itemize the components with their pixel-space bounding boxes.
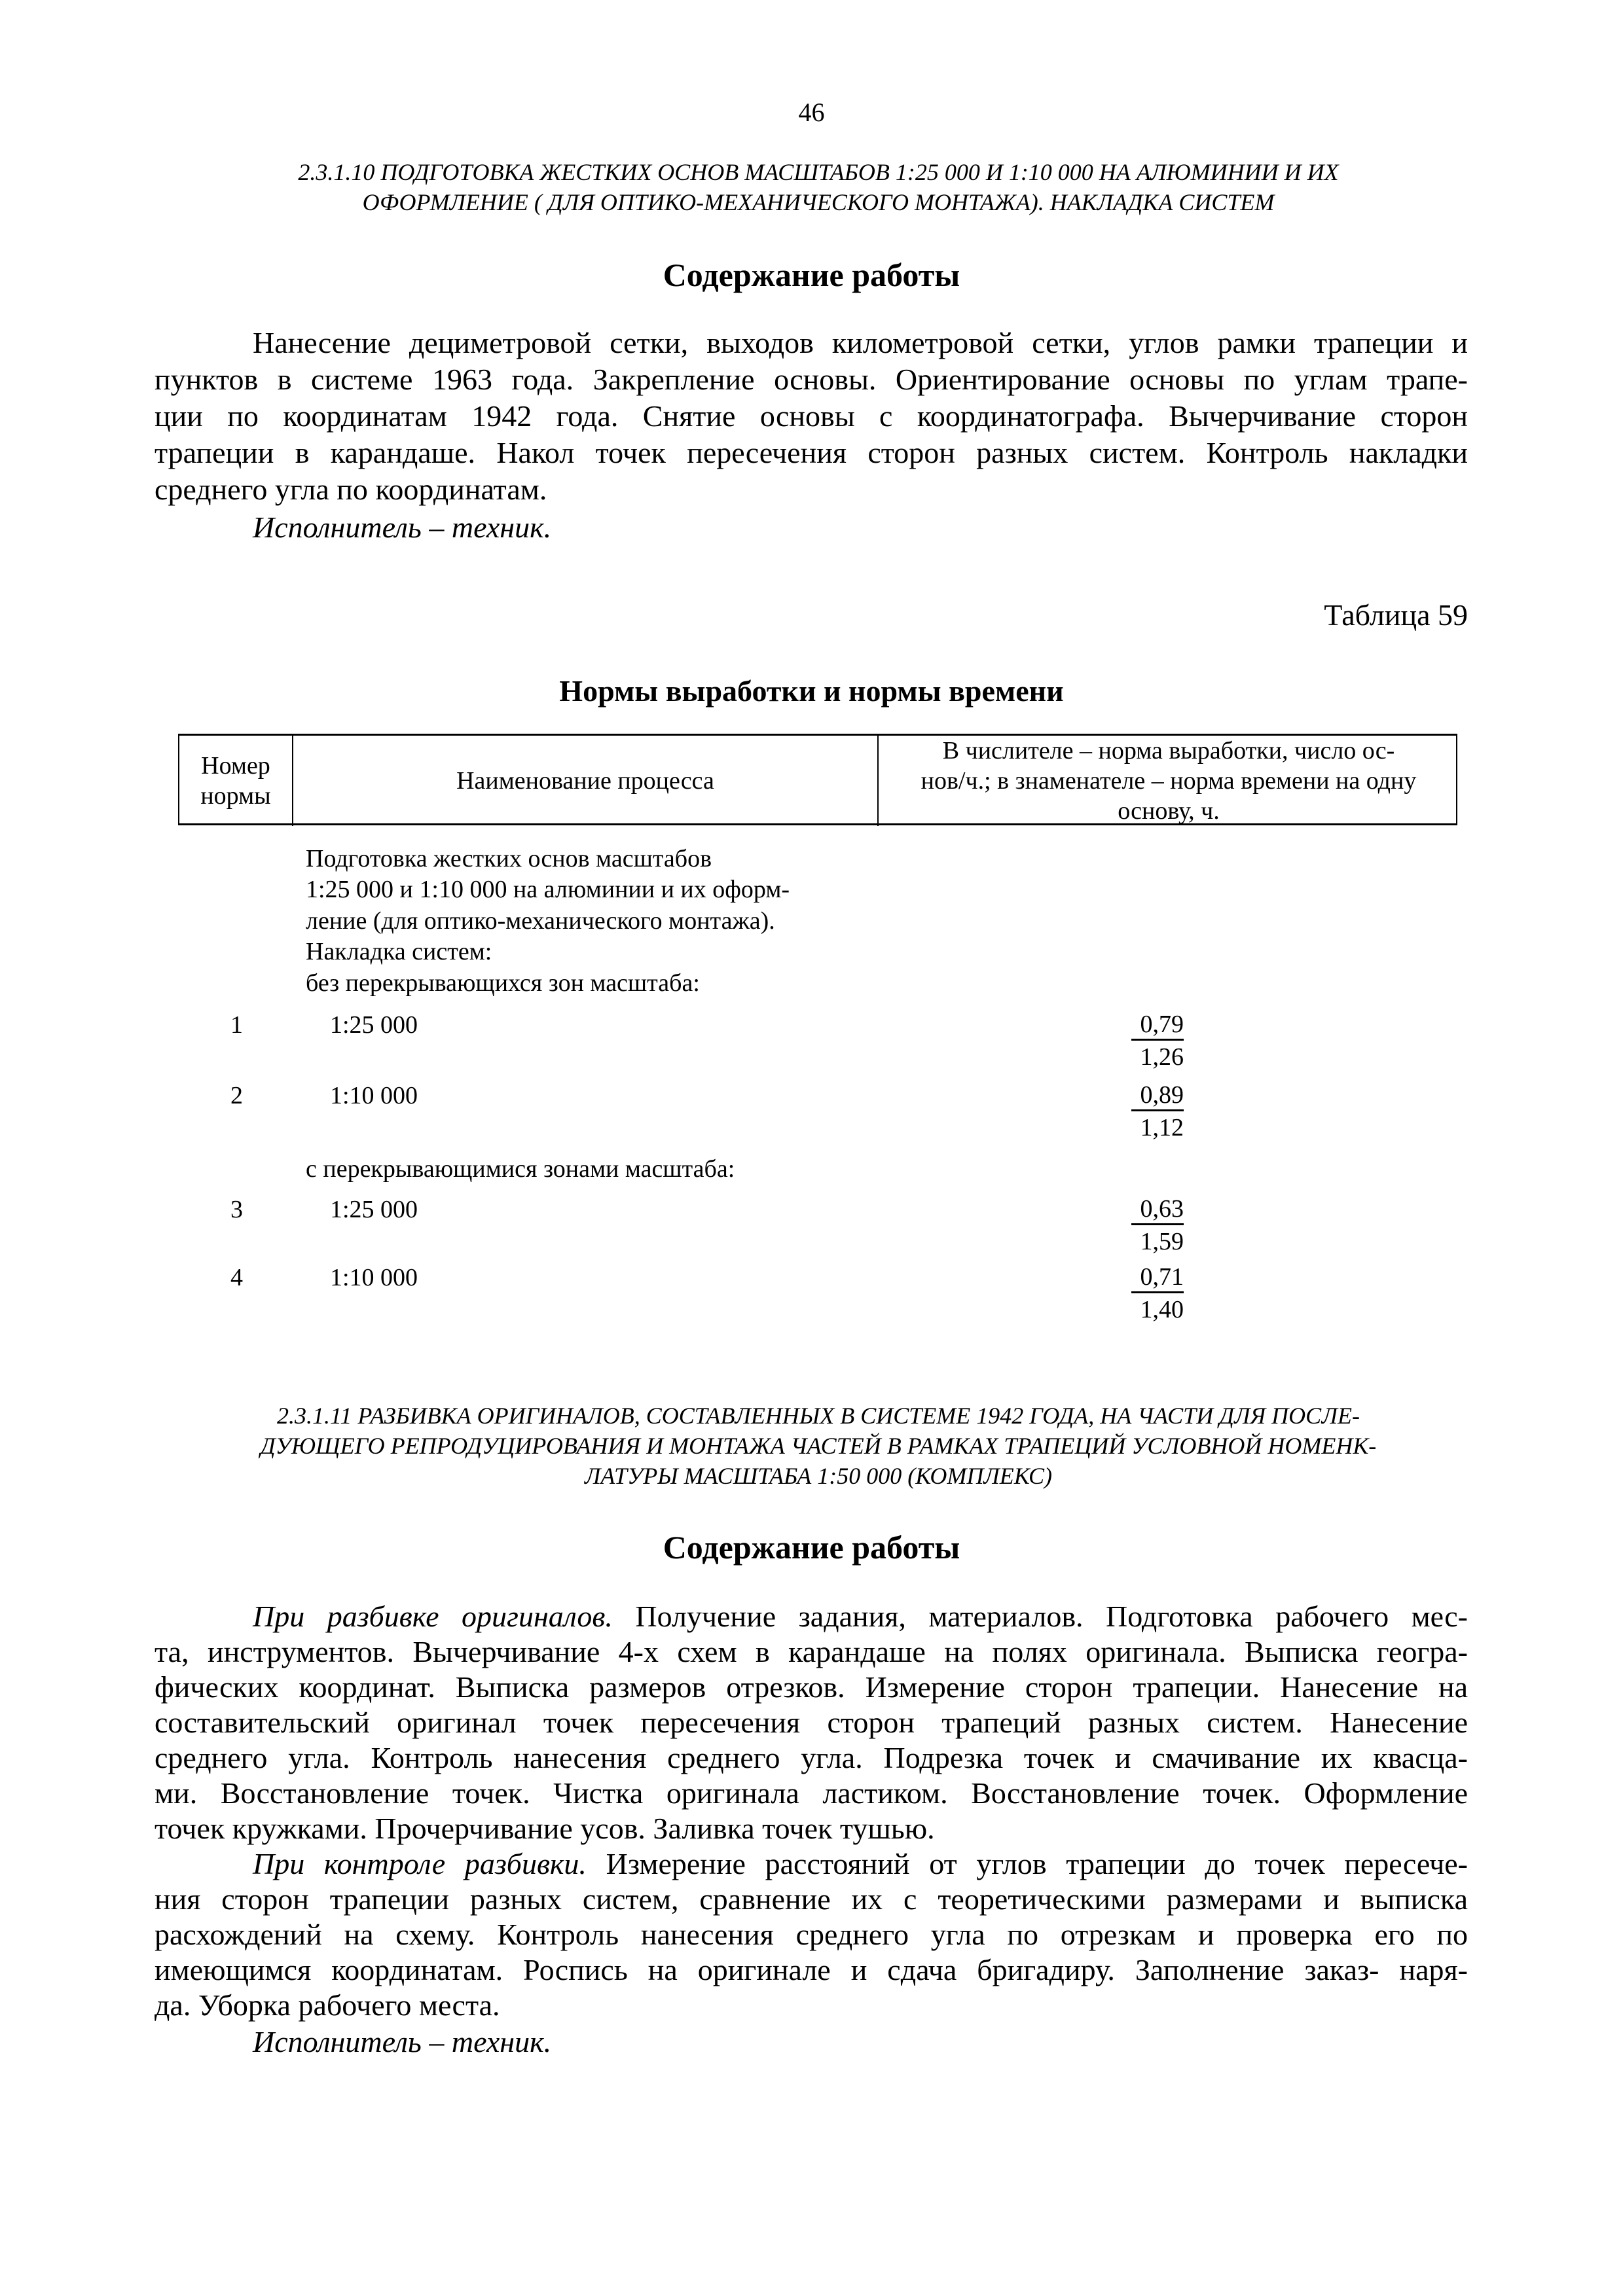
paragraph-line: среднего угла. Контроль нанесения среднего угла. Подрезка точек и смачивание их квасца- — [155, 1741, 1468, 1774]
row-number: 1 — [230, 1011, 243, 1039]
paragraph-line: фических координат. Выписка размеров отрезков. Измерение сторон трапеции. Нанесение на — [155, 1670, 1468, 1704]
process-intro-line: Подготовка жестких основ масштабов — [306, 845, 712, 872]
header-text: В числителе – норма выработки, число ос- — [942, 737, 1395, 764]
norm-time: 1,40 — [1140, 1296, 1184, 1323]
header-text: нормы — [200, 782, 271, 810]
paragraph-line: ми. Восстановление точек. Чистка оригинала ластиком. Восстановление точек. Оформление — [155, 1776, 1468, 1810]
section-heading-line: ОФОРМЛЕНИЕ ( ДЛЯ ОПТИКО-МЕХАНИЧЕСКОГО МОНТАЖА). НАКЛАДКА СИСТЕМ — [362, 189, 1275, 215]
header-process-name: Наименование процесса — [292, 736, 877, 826]
process-intro-line: ление (для оптико-механического монтажа). — [306, 907, 775, 935]
page-number: 46 — [798, 98, 825, 127]
row-number: 2 — [230, 1082, 243, 1109]
paragraph-line — [155, 1598, 1468, 1634]
header-norm-values — [877, 736, 1459, 826]
process-intro-line: без перекрывающихся зон масштаба: — [306, 969, 700, 997]
performer-note: Исполнитель – техник. — [253, 511, 552, 544]
row-norm-fraction — [1131, 1081, 1184, 1144]
header-text: нов/ч.; в знаменателе – норма времени на одну — [921, 767, 1417, 795]
paragraph-line: та, инструментов. Вычерчивание 4-х схем в карандаше на полях оригинала. Выписка геогра- — [155, 1635, 1468, 1668]
norm-time: 1,12 — [1140, 1114, 1184, 1141]
process-intro-line: 1:25 000 и 1:10 000 на алюминии и их оформ- — [306, 876, 790, 903]
row-norm-fraction — [1131, 1010, 1184, 1073]
paragraph-lead: При разбивке оригиналов. — [253, 1600, 613, 1633]
row-process: 1:25 000 — [330, 1196, 418, 1223]
section-heading-line: 2.3.1.11 РАЗБИВКА ОРИГИНАЛОВ, СОСТАВЛЕННЫХ В СИСТЕМЕ 1942 ГОДА, НА ЧАСТИ ДЛЯ ПОСЛЕ- — [277, 1403, 1360, 1429]
paragraph-line: расхождений на схему. Контроль нанесения среднего угла по отрезкам и проверка его по — [155, 1918, 1468, 1951]
work-content-paragraph — [155, 325, 1468, 508]
norm-time: 1,59 — [1140, 1228, 1184, 1255]
paragraph-line: имеющимся координатам. Роспись на оригинале и сдача бригадиру. Заполнение заказ- наря- — [155, 1953, 1468, 1986]
work-content-heading-2: Содержание работы — [663, 1529, 960, 1566]
section-heading-line: 2.3.1.10 ПОДГОТОВКА ЖЕСТКИХ ОСНОВ МАСШТАБОВ 1:25 000 И 1:10 000 НА АЛЮМИНИИ И ИХ — [298, 159, 1339, 185]
table-title: Нормы выработки и нормы времени — [559, 674, 1064, 708]
row-number: 3 — [230, 1196, 243, 1223]
section-heading-2-3-1-10 — [177, 157, 1460, 217]
row-number: 4 — [230, 1264, 243, 1291]
row-process: 1:10 000 — [330, 1082, 418, 1109]
norm-time: 1,26 — [1140, 1043, 1184, 1071]
table-header — [178, 734, 1457, 825]
group-label-overlapping: с перекрывающимися зонами масштаба: — [306, 1155, 735, 1183]
row-norm-fraction — [1131, 1194, 1184, 1258]
norm-output: 0,71 — [1131, 1263, 1184, 1293]
paragraph-line: трапеции в карандаше. Накол точек пересечения сторон разных систем. Контроль накладки — [155, 436, 1468, 469]
header-text: Номер — [201, 752, 270, 780]
norm-output: 0,79 — [1131, 1010, 1184, 1041]
paragraph-lead: При контроле разбивки. — [253, 1847, 587, 1880]
paragraph-line: среднего угла по координатам. — [155, 473, 547, 506]
row-process: 1:10 000 — [330, 1264, 418, 1291]
norm-output: 0,89 — [1131, 1081, 1184, 1111]
row-norm-fraction — [1131, 1263, 1184, 1326]
paragraph-line: Нанесение дециметровой сетки, выходов километровой сетки, углов рамки трапеции и — [253, 326, 1468, 359]
paragraph-text: Измерение расстояний от углов трапеции до точек пересече- — [586, 1847, 1468, 1880]
performer-note-2: Исполнитель – техник. — [253, 2025, 552, 2058]
section-heading-2-3-1-11 — [177, 1401, 1460, 1491]
section-heading-line: ДУЮЩЕГО РЕПРОДУЦИРОВАНИЯ И МОНТАЖА ЧАСТЕЙ В РАМКАХ ТРАПЕЦИЙ УСЛОВНОЙ НОМЕНК- — [260, 1433, 1377, 1459]
row-process: 1:25 000 — [330, 1011, 418, 1039]
paragraph-line: пунктов в системе 1963 года. Закрепление основы. Ориентирование основы по углам трапе- — [155, 363, 1468, 396]
process-intro-line: Накладка систем: — [306, 938, 492, 965]
work-content-heading: Содержание работы — [663, 257, 960, 293]
paragraph-line: точек кружками. Прочерчивание усов. Заливка точек тушью. — [155, 1812, 935, 1845]
control-paragraph — [155, 1846, 1468, 2022]
splitting-paragraph — [155, 1598, 1468, 1846]
header-text: основу, ч. — [1118, 797, 1220, 825]
paragraph-line: ции по координатам 1942 года. Снятие основы с координатографа. Вычерчивание сторон — [155, 399, 1468, 433]
section-heading-line: ЛАТУРЫ МАСШТАБА 1:50 000 (КОМПЛЕКС) — [584, 1463, 1053, 1489]
paragraph-text: Получение задания, материалов. Подготовка рабочего мес- — [612, 1600, 1468, 1633]
paragraph-line — [155, 1846, 1468, 1881]
norm-output: 0,63 — [1131, 1194, 1184, 1225]
header-norm-number — [179, 736, 292, 826]
paragraph-line: составительский оригинал точек пересечения сторон трапеций разных систем. Нанесение — [155, 1706, 1468, 1739]
paragraph-line: ния сторон трапеции разных систем, сравнение их с теоретическими размерами и выписка — [155, 1882, 1468, 1916]
table-label: Таблица 59 — [1324, 598, 1468, 632]
norms-table — [178, 734, 1457, 1323]
paragraph-line: да. Уборка рабочего места. — [155, 1988, 500, 2022]
